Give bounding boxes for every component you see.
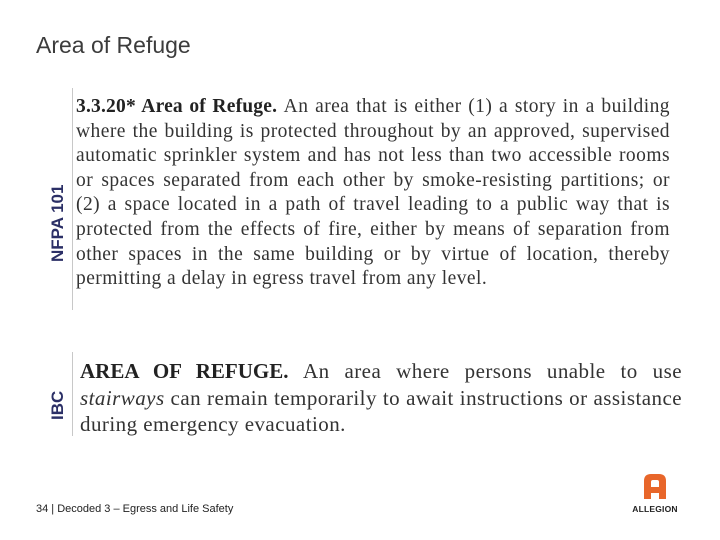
ibc-divider <box>72 352 73 436</box>
nfpa-section-label: NFPA 101 <box>48 184 67 262</box>
allegion-logo <box>622 472 688 516</box>
ibc-definition-body-after: can remain temporarily to await instructions or assistance during emergency evacuation. <box>80 385 683 436</box>
nfpa-divider <box>72 88 73 310</box>
nfpa-definition-heading: 3.3.20* Area of Refuge. <box>76 96 284 117</box>
ibc-definition-italic-term: stairways <box>80 385 171 410</box>
footer-text: 34 | Decoded 3 – Egress and Life Safety <box>36 503 234 515</box>
nfpa-definition <box>76 95 670 292</box>
ibc-definition-body-before: An area where persons unable to use <box>302 359 683 383</box>
ibc-definition-heading: AREA OF REFUGE. <box>80 359 303 383</box>
allegion-mark-icon <box>642 472 668 500</box>
page-title: Area of Refuge <box>36 32 191 58</box>
ibc-section-label: IBC <box>48 390 67 420</box>
nfpa-definition-body: An area that is either (1) a story in a building where the building is protected throughout by an approved, supervised automatic sprinkler system and has not less than two accessible rooms or spaces separated from each other by smoke-resisting partitions; or (2) a space located in a path of travel leading to a public way that is protected from the effects of fire, either by means of separation from other spaces in the same building or by virtue of location, thereby permitting a delay in egress travel from any level. <box>76 96 670 290</box>
allegion-logo-text: ALLEGION <box>632 504 678 514</box>
ibc-definition <box>80 358 682 438</box>
